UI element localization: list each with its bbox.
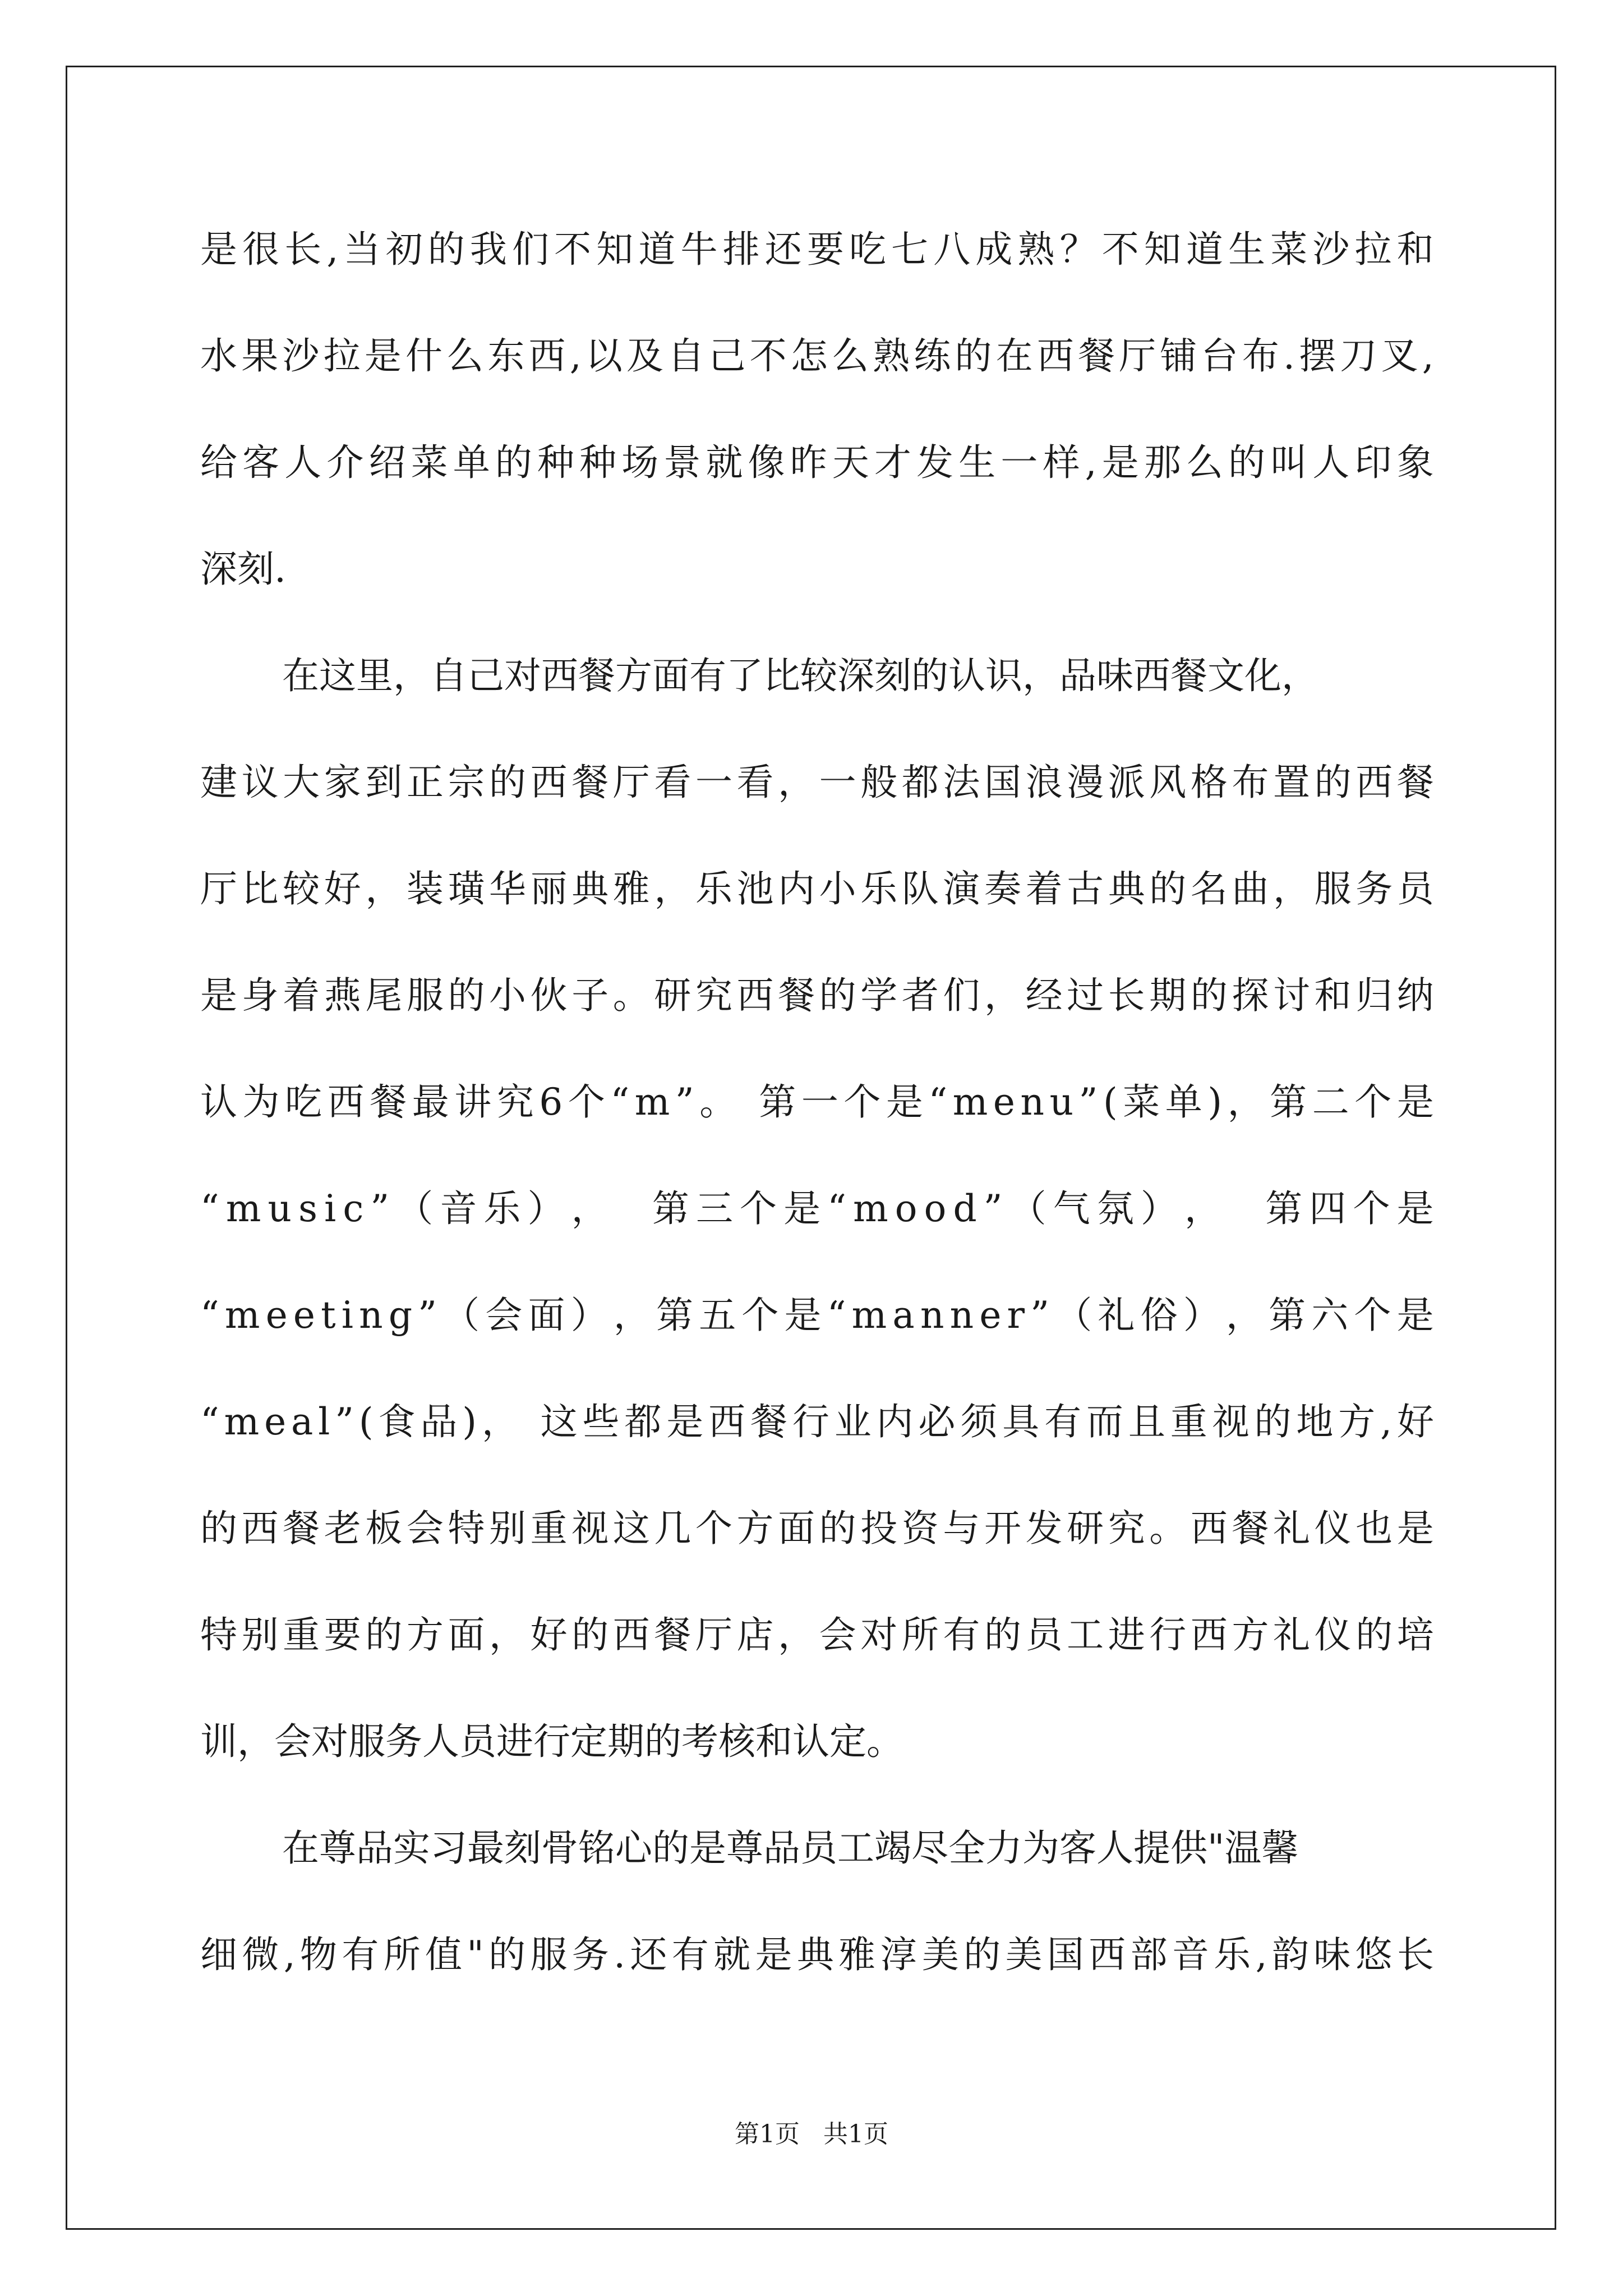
text-line-10: “ m u s i c ” （ 音 乐 ） ， 第 三 个 是 “ m o o d ” （ 气 氛 ） ， 第 四 个 是 bbox=[200, 1187, 1434, 1230]
text-line-4: 深刻. bbox=[200, 547, 286, 591]
text-line-5-paragraph-start: 在这里，自己对西餐方面有了比较深刻的认识，品味西餐文化， bbox=[282, 654, 1318, 697]
text-line-13: 的 西 餐 老 板 会 特 别 重 视 这 几 个 方 面 的 投 资 与 开 发 研 究 。 西 餐 礼 仪 也 是 bbox=[200, 1507, 1434, 1550]
text-line-14: 特 别 重 要 的 方 面 ， 好 的 西 餐 厅 店 ， 会 对 所 有 的 员 工 进 行 西 方 礼 仪 的 培 bbox=[200, 1613, 1434, 1657]
text-line-12: “ m e a l ” ( 食 品 ) ， 这 些 都 是 西 餐 行 业 内 必 须 具 有 而 且 重 视 的 地 方 , 好 bbox=[200, 1400, 1434, 1443]
page-number-footer: 第1页 共1页 bbox=[735, 2120, 888, 2148]
text-line-8: 是 身 着 燕 尾 服 的 小 伙 子 。 研 究 西 餐 的 学 者 们 ， 经 过 长 期 的 探 讨 和 归 纳 bbox=[200, 974, 1434, 1017]
text-line-2: 水 果 沙 拉 是 什 么 东 西 , 以 及 自 己 不 怎 么 熟 练 的 在 西 餐 厅 铺 台 布 . 摆 刀 叉 , bbox=[200, 334, 1434, 378]
text-line-3: 给 客 人 介 绍 菜 单 的 种 种 场 景 就 像 昨 天 才 发 生 一 样 , 是 那 么 的 叫 人 印 象 bbox=[200, 441, 1434, 484]
text-line-9: 认 为 吃 西 餐 最 讲 究 6 个 “ m ” 。 第 一 个 是 “ m e n u ” ( 菜 单 ) ， 第 二 个 是 bbox=[200, 1080, 1434, 1124]
text-line-17: 细 微 , 物 有 所 值 " 的 服 务 . 还 有 就 是 典 雅 淳 美 的 美 国 西 部 音 乐 , 韵 味 悠 长 bbox=[200, 1933, 1434, 1976]
document-body bbox=[200, 222, 1434, 2033]
text-line-7: 厅 比 较 好 ， 装 璜 华 丽 典 雅 ， 乐 池 内 小 乐 队 演 奏 着 古 典 的 名 曲 ， 服 务 员 bbox=[200, 867, 1434, 910]
text-line-11: “ m e e t i n g ” （ 会 面 ） ， 第 五 个 是 “ m a n n e r ” （ 礼 俗 ） ， 第 六 个 是 bbox=[200, 1294, 1434, 1337]
text-line-1: 是 很 长 , 当 初 的 我 们 不 知 道 牛 排 还 要 吃 七 八 成 熟 ？ 不 知 道 生 菜 沙 拉 和 bbox=[200, 228, 1434, 271]
text-line-15: 训，会对服务人员进行定期的考核和认定。 bbox=[200, 1720, 903, 1763]
text-line-16-paragraph-start: 在尊品实习最刻骨铭心的是尊品员工竭尽全力为客人提供"温馨 bbox=[282, 1826, 1299, 1870]
text-line-6: 建 议 大 家 到 正 宗 的 西 餐 厅 看 一 看 ， 一 般 都 法 国 浪 漫 派 风 格 布 置 的 西 餐 bbox=[200, 761, 1434, 804]
